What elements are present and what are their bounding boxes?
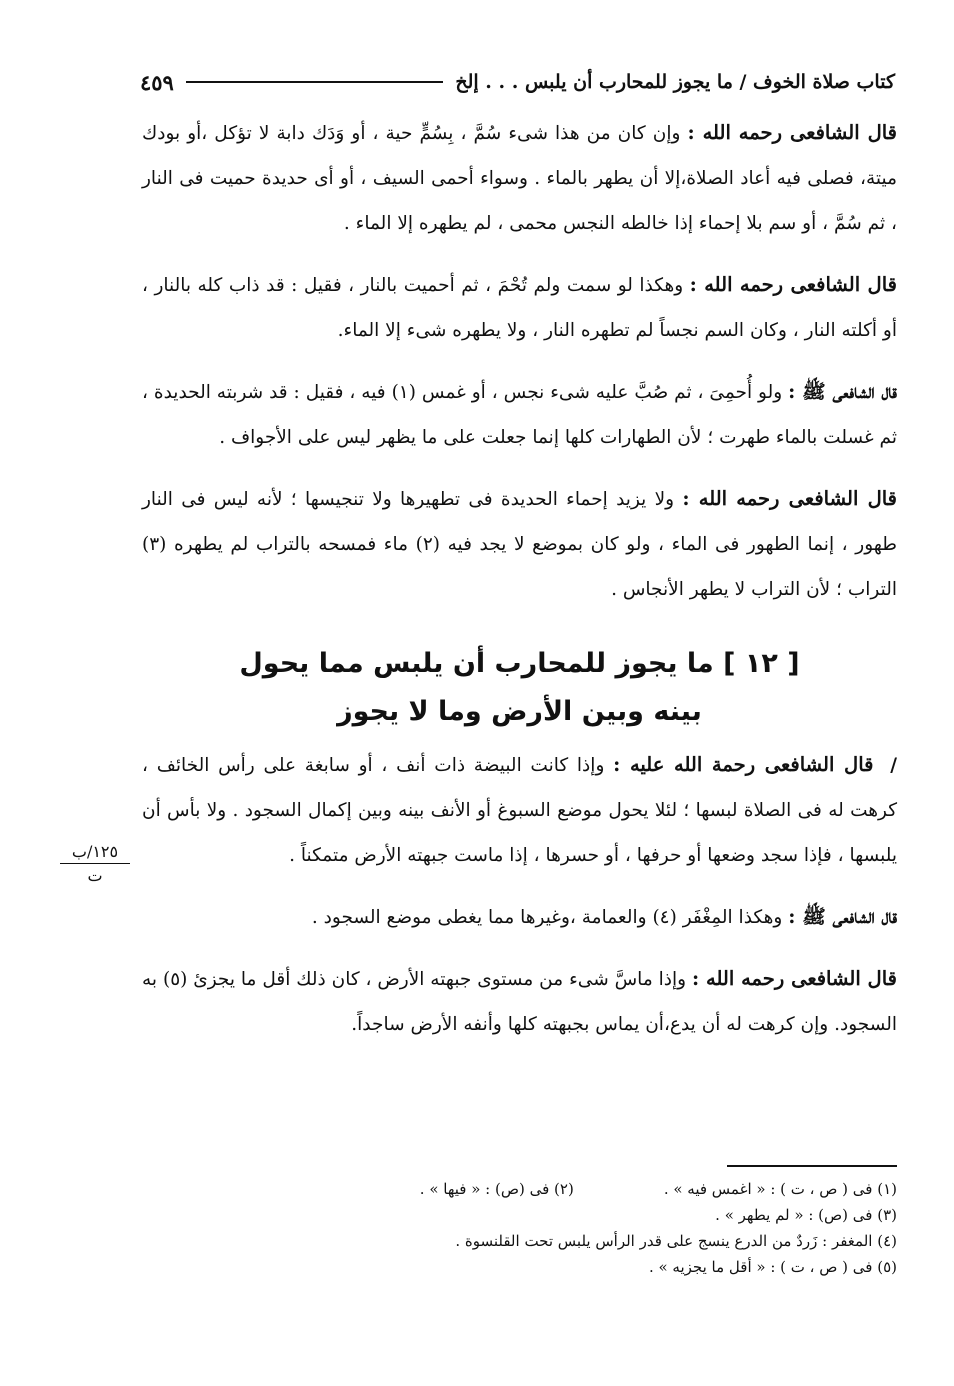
running-head-rule — [186, 81, 443, 83]
folio-mark: / — [890, 755, 897, 776]
speaker-label: قال الشافعى رحمه الله : — [682, 487, 897, 510]
paragraph-text: ولو أُحمِىَ ، ثم صُبَّ عليه شىء نجس ، أو غمس (١) فيه ، فقيل : قد شربته الحديدة ، ثم غسلت بالماء طهرت ؛ لأن الطهارات كلها إنما جعلت على ما يظهر ليس على الأجواف . — [142, 382, 897, 448]
paragraph — [142, 742, 897, 878]
speaker-label: قال الشافعى ﷺ : — [788, 905, 897, 928]
speaker-label: قال الشافعى رحمه الله : — [691, 967, 897, 990]
page-number: ٤٥٩ — [140, 69, 174, 95]
margin-note-folio: ١٢٥/ب — [60, 842, 130, 864]
section-heading-line-1: [ ١٢ ] ما يجوز للمحارب أن يلبس مما يحول — [239, 648, 800, 679]
footnote-row — [142, 1228, 897, 1254]
footnotes — [142, 1176, 897, 1280]
section-heading — [142, 640, 897, 736]
footnote-5: (٥) فى ( ص ، ت ) : « أقل ما يجزيه » . — [648, 1258, 897, 1276]
paragraph — [142, 956, 897, 1047]
paragraph-text: ولا يزيد إحماء الحديدة فى تطهيرها ولا تنجيسها ؛ لأنه ليس فى النار طهور ، إنما الطهور فى الماء ، ولو كان بموضع لا يجد فيه (٢) ماء فمسحه بالتراب لم يطهره (٣) التراب ؛ لأن التراب لا يطهر الأنجاس . — [142, 489, 898, 600]
running-head — [140, 62, 895, 102]
footnote-1: (١) فى ( ص ، ت ) : « اغمس فيه » . — [663, 1180, 897, 1198]
paragraph-text: وهكذا المِغْفَر (٤) والعمامة ،وغيرها مما يغطى موضع السجود . — [311, 907, 783, 928]
speaker-label: قال الشافعى رحمه الله : — [687, 121, 898, 144]
speaker-label: قال الشافعى رحمة الله عليه : — [613, 753, 874, 776]
footnote-rule — [727, 1165, 897, 1167]
margin-note-siglum: ت — [87, 866, 103, 885]
footnote-2: (٢) فى (ص) : « فيها » . — [419, 1180, 574, 1198]
speaker-label: قال الشافعى رحمه الله : — [689, 273, 897, 296]
section-heading-line-2: بينه وبين الأرض وما لا يجوز — [337, 696, 702, 727]
footnote-row — [142, 1254, 897, 1280]
paragraph — [142, 476, 897, 612]
footnote-row — [142, 1176, 897, 1202]
margin-note — [60, 842, 130, 885]
paragraph-text: وإن كان من هذا شىء سُمَّ ، بِسُمٍّ حية ، أو وَدَك دابة لا تؤكل ،أو بودك ميتة، فصلى فيه أعاد الصلاة،إلا أن يطهر بالماء . وسواء أحمى السيف ، أو أى حديدة حميت فى النار ، ثم سُمَّ ، أو سم بلا إحماء إذا خالطه النجس محمى ، لم يطهره إلا الماء . — [142, 123, 897, 234]
running-head-title: كتاب صلاة الخوف / ما يجوز للمحارب أن يلبس . . . إلخ — [455, 71, 895, 93]
footnote-3: (٣) فى (ص) : « لم يطهر » . — [715, 1206, 897, 1224]
paragraph-text: وهكذا لو سمت ولم تُحْمَ ، ثم أحميت بالنار ، فقيل : قد ذاب كله بالنار ، أو أكلته النار ، وكان السم نجساً لم تطهره النار ، ولا يطهره شىء إلا الماء. — [142, 275, 897, 341]
footnote-row — [142, 1202, 897, 1228]
footnote-4: (٤) المغفر : زَردٌ من الدرع ينسج على قدر الرأس يلبس تحت القلنسوة . — [455, 1232, 897, 1250]
paragraph — [142, 894, 897, 940]
paragraph — [142, 369, 897, 460]
body-text — [142, 110, 897, 1063]
paragraph-text: وإذا كانت البيضة ذات أنف ، أو سابغة على رأس الخائف ، كرهت له فى الصلاة لبسها ؛ لئلا يحول موضع السبوغ أو الأنف بينه وبين إكمال السجود . ولا بأس أن يلبسها ، فإذا سجد وضعها أو حرفها ، أو حسرها ، إذا ماست جبهته الأرض متمكناً . — [142, 755, 897, 866]
paragraph — [142, 110, 897, 246]
paragraph — [142, 262, 897, 353]
paragraph-text: وإذا ماسَّ شىء من مستوى جبهته الأرض ، كان ذلك أقل ما يجزئ (٥) به السجود. وإن كرهت له أن يدع،أن يماس بجبهته كلها وأنفه الأرض ساجداً. — [142, 969, 897, 1035]
speaker-label: قال الشافعى ﷺ : — [788, 380, 897, 403]
